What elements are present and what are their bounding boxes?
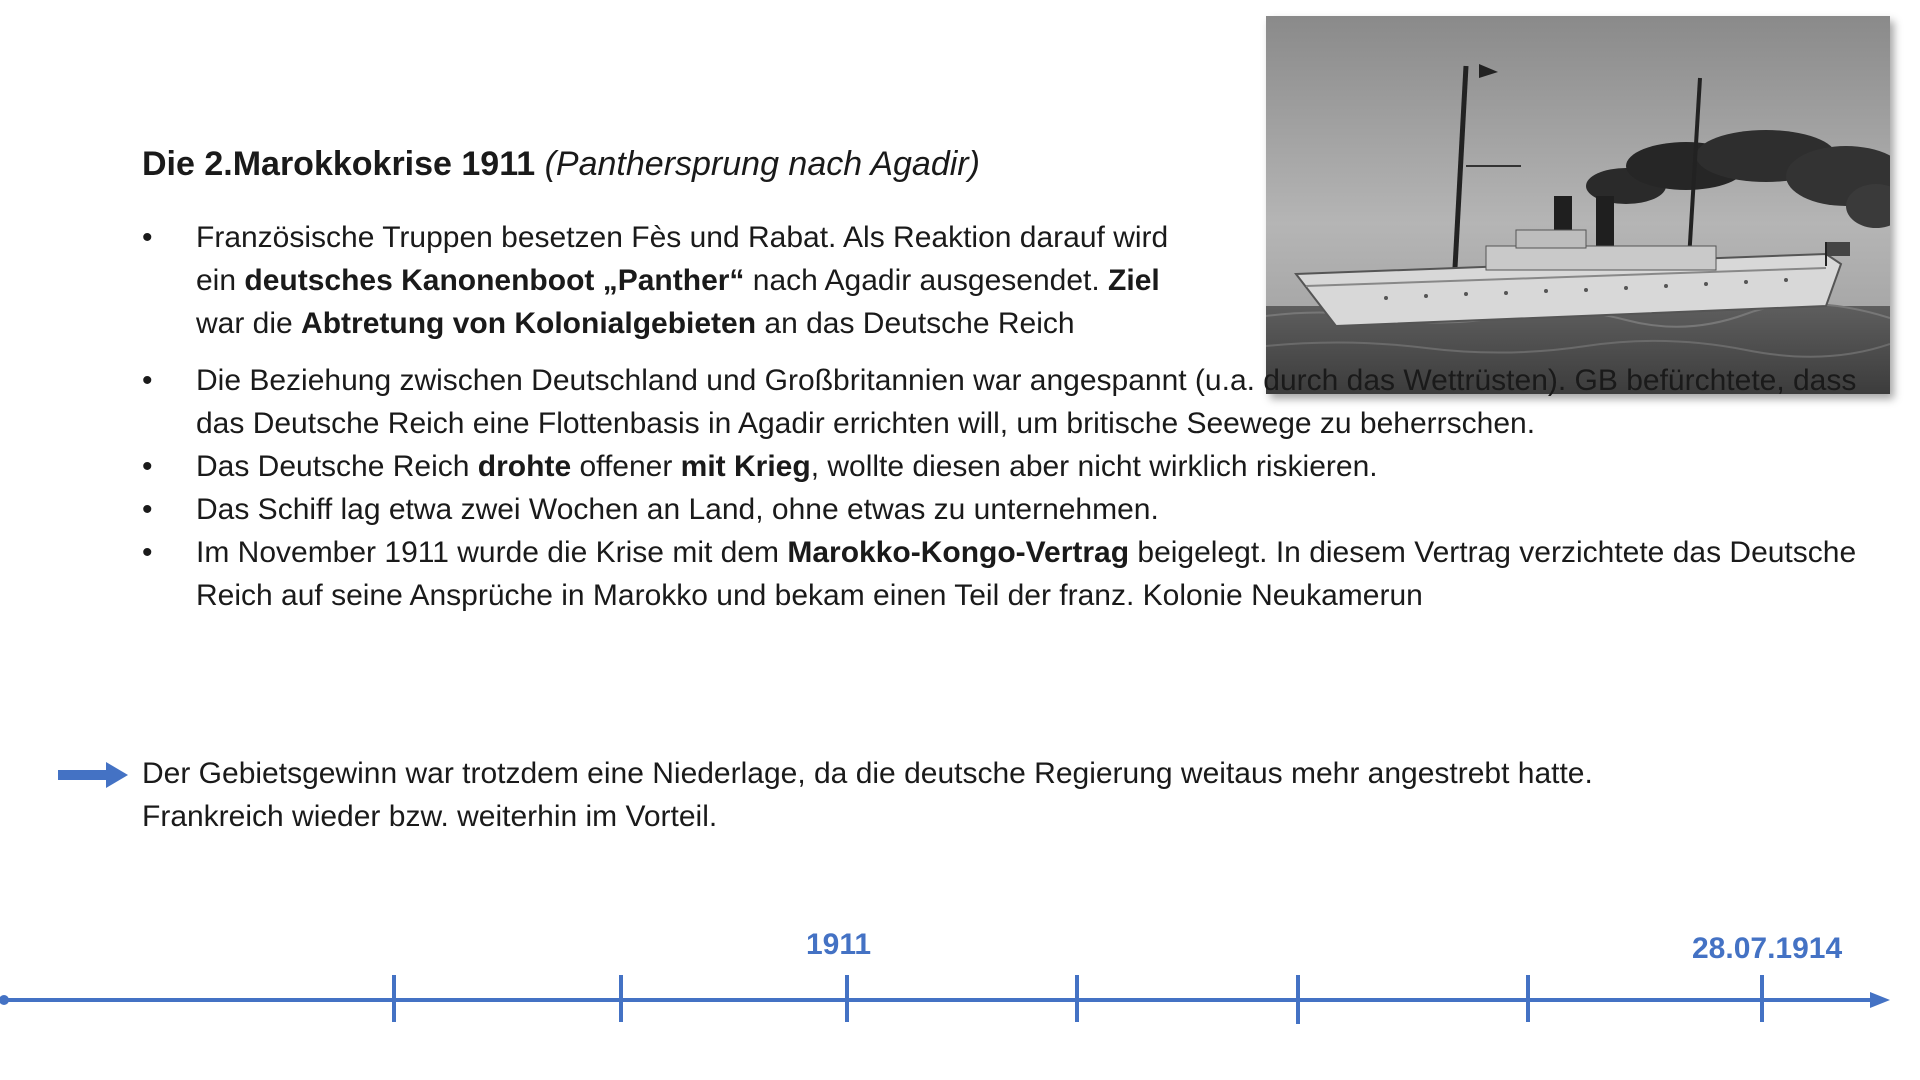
bullet-item: • Das Deutsche Reich drohte offener mit Krieg, wollte diesen aber nicht wirklich riskieren. bbox=[142, 445, 1882, 488]
right-arrow-icon bbox=[58, 762, 128, 788]
bullet-item: • Das Schiff lag etwa zwei Wochen an Land, ohne etwas zu unternehmen. bbox=[142, 488, 1882, 531]
timeline bbox=[0, 900, 1920, 1050]
bullet-item: • Im November 1911 wurde die Krise mit dem Marokko-Kongo-Vertrag beigelegt. In diesem Vertrag verzichtete das Deutsche Reich auf seine Ansprüche in Marokko und bekam einen Teil der franz. Kolonie Neukamerun bbox=[142, 531, 1882, 617]
slide-title bbox=[142, 142, 980, 186]
timeline-label-end: 28.07.1914 bbox=[1692, 932, 1843, 965]
title-sub: (Panthersprung nach Agadir) bbox=[544, 145, 980, 183]
conclusion-line-1: Der Gebietsgewinn war trotzdem eine Niederlage, da die deutsche Regierung weitaus mehr angestrebt hatte. bbox=[142, 757, 1593, 790]
bullet-item: • Die Beziehung zwischen Deutschland und Großbritannien war angespannt (u.a. durch das Wettrüsten). GB befürchtete, dass das Deutsche Reich eine Flottenbasis in Agadir errichten will, um britische Seewege zu beherrschen. bbox=[142, 359, 1882, 445]
timeline-axis bbox=[0, 900, 1920, 1050]
title-main: Die 2.Marokkokrise 1911 bbox=[142, 145, 536, 183]
timeline-arrowhead bbox=[1870, 992, 1890, 1008]
timeline-label-1911: 1911 bbox=[806, 928, 872, 961]
bullet-item: • Französische Truppen besetzen Fès und Rabat. Als Reaktion darauf wird ein deutsches Kanonenboot „Panther“ nach Agadir ausgesendet. Ziel war die Abtretung von Kolonialgebieten an das Deutsche Reich bbox=[142, 216, 1206, 345]
conclusion-line-2: Frankreich wieder bzw. weiterhin im Vorteil. bbox=[142, 800, 718, 833]
bullet-list bbox=[142, 216, 1882, 617]
conclusion-text bbox=[142, 752, 1882, 838]
